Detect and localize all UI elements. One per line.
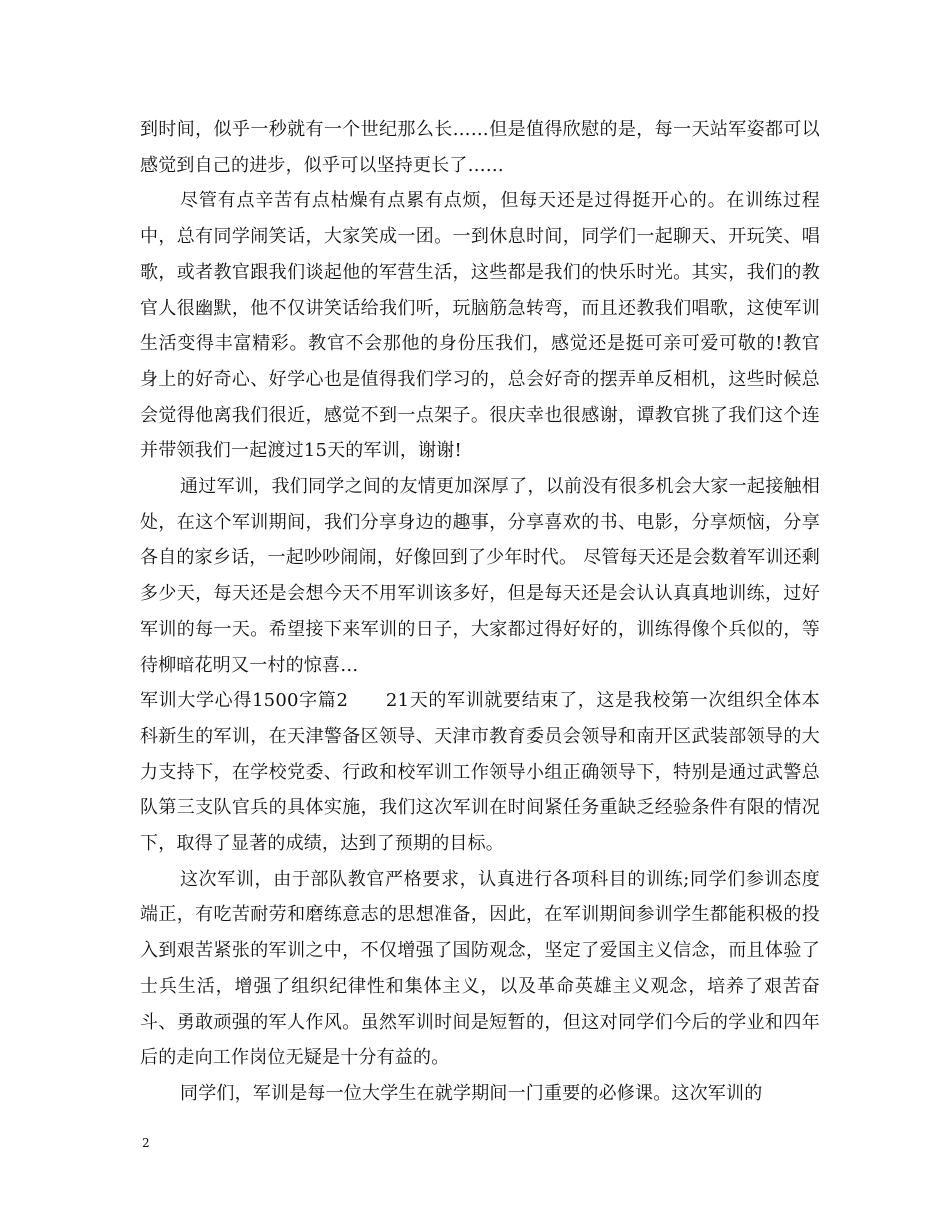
- paragraph-2: 尽管有点辛苦有点枯燥有点累有点烦，但每天还是过得挺开心的。在训练过程中，总有同学闹笑话，大家笑成一团。一到休息时间，同学们一起聊天、开玩笑、唱歌，或者教官跟我们谈起他的军营生活，这些都是我们的快乐时光。其实，我们的教官人很幽默，他不仅讲笑话给我们听，玩脑筋急转弯，而且还教我们唱歌，这使军训生活变得丰富精彩。教官不会那他的身份压我们，感觉还是挺可亲可爱可敬的!教官身上的好奇心、好学心也是值得我们学习的，总会好奇的摆弄单反相机，这些时候总会觉得他离我们很近，感觉不到一点架子。很庆幸也很感谢，谭教官挑了我们这个连并带领我们一起渡过15天的军训，谢谢!: [140, 190, 820, 462]
- document-body: [140, 112, 820, 1112]
- paragraph-5: 这次军训，由于部队教官严格要求，认真进行各项科目的训练;同学们参训态度端正，有吃苦耐劳和磨练意志的思想准备，因此，在军训期间参训学生都能积极的投入到艰苦紧张的军训之中，不仅增强了国防观念，坚定了爱国主义信念，而且体验了士兵生活，增强了组织纪律性和集体主义，以及革命英雄主义观念，培养了艰苦奋斗、勇敢顽强的军人作风。虽然军训时间是短暂的，但这对同学们今后的学业和四年后的走向工作岗位无疑是十分有益的。: [140, 868, 820, 1069]
- paragraph-3: 通过军训，我们同学之间的友情更加深厚了，以前没有很多机会大家一起接触相处，在这个军训期间，我们分享身边的趣事，分享喜欢的书、电影，分享烦恼，分享各自的家乡话，一起吵吵闹闹，好像回到了少年时代。 尽管每天还是会数着军训还剩多少天，每天还是会想今天不用军训该多好，但是每天还是会认认真真地训练，过好军训的每一天。希望接下来军训的日子，大家都过得好好的，训练得像个兵似的，等待柳暗花明又一村的惊喜…: [140, 476, 820, 676]
- paragraph-4-section-heading: 军训大学心得1500字篇2 21天的军训就要结束了，这是我校第一次组织全体本科新生的军训，在天津警备区领导、天津市教育委员会领导和南开区武装部领导的大力支持下，在学校党委、行政和校军训工作领导小组正确领导下，特别是通过武警总队第三支队官兵的具体实施，我们这次军训在时间紧任务重缺乏经验条件有限的情况下，取得了显著的成绩，达到了预期的目标。: [140, 690, 820, 855]
- paragraph-1: 到时间，似乎一秒就有一个世纪那么长……但是值得欣慰的是，每一天站军姿都可以感觉到自己的进步，似乎可以坚持更长了……: [140, 119, 820, 176]
- paragraph-6: 同学们，军训是每一位大学生在就学期间一门重要的必修课。这次军训的: [180, 1082, 763, 1104]
- page-number: 2: [142, 1136, 150, 1150]
